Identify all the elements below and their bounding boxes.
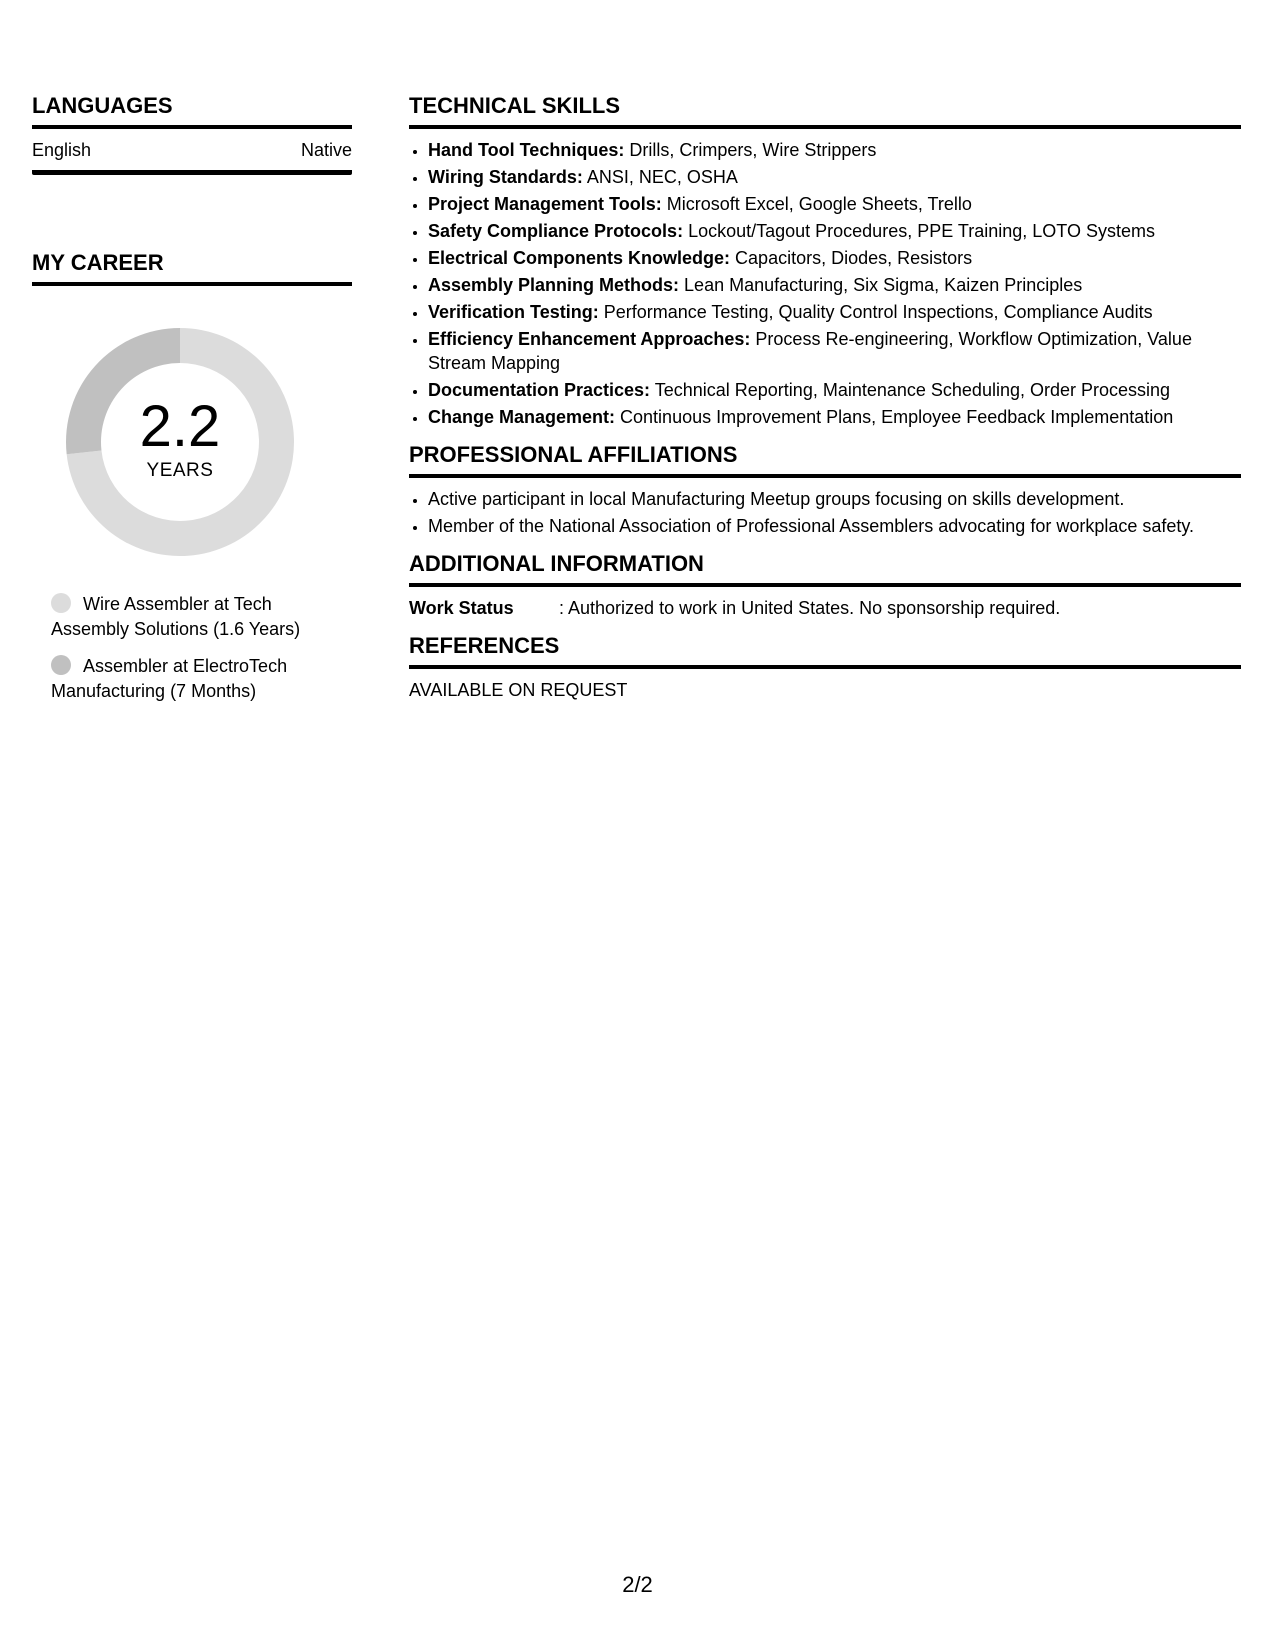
affiliations-heading: PROFESSIONAL AFFILIATIONS — [409, 441, 1241, 478]
skill-detail: Process Re-engineering, Workflow Optimization, Value Stream Mapping — [428, 329, 1192, 373]
career-legend-item — [51, 592, 352, 642]
career-legend-label: Assembler at ElectroTech Manufacturing (7 Months) — [51, 656, 288, 701]
legend-dot-icon — [51, 655, 71, 675]
affiliations-list — [409, 487, 1241, 538]
affiliation-item: • Member of the National Association of Professional Assemblers advocating for workplace safety. — [428, 514, 1241, 538]
languages-section — [32, 92, 352, 175]
skill-item — [428, 300, 1241, 324]
technical-skills-section — [409, 92, 1241, 429]
work-status-label: Work Status — [409, 598, 514, 618]
work-status-value: : Authorized to work in United States. No sponsorship required. — [559, 598, 1061, 618]
skill-item — [428, 246, 1241, 270]
additional-info-heading: ADDITIONAL INFORMATION — [409, 550, 1241, 587]
career-total-unit: YEARS — [146, 460, 214, 481]
page-number: 2/2 — [622, 1572, 653, 1597]
career-legend-item — [51, 654, 352, 704]
career-heading: MY CAREER — [32, 249, 352, 286]
references-text: AVAILABLE ON REQUEST — [409, 680, 628, 700]
skill-name: Efficiency Enhancement Approaches: — [428, 329, 751, 349]
career-donut-chart — [66, 328, 294, 556]
skill-item — [428, 273, 1241, 297]
skill-detail: Continuous Improvement Plans, Employee Feedback Implementation — [615, 407, 1174, 427]
skill-item — [428, 378, 1241, 402]
skill-detail: Capacitors, Diodes, Resistors — [730, 248, 973, 268]
skill-detail: Microsoft Excel, Google Sheets, Trello — [661, 194, 972, 214]
skill-item — [428, 192, 1241, 216]
skill-name: Safety Compliance Protocols: — [428, 221, 684, 241]
skill-name: Verification Testing: — [428, 302, 599, 322]
career-legend — [32, 592, 352, 704]
additional-info-section — [409, 550, 1241, 620]
skill-item — [428, 219, 1241, 243]
skill-detail: ANSI, NEC, OSHA — [582, 167, 738, 187]
left-column — [32, 92, 352, 716]
skill-detail: Performance Testing, Quality Control Inspections, Compliance Audits — [598, 302, 1153, 322]
skill-name: Project Management Tools: — [428, 194, 662, 214]
references-heading: REFERENCES — [409, 632, 1241, 669]
skill-detail: Lockout/Tagout Procedures, PPE Training, LOTO Systems — [683, 221, 1155, 241]
skill-item — [428, 327, 1241, 375]
skill-detail: Lean Manufacturing, Six Sigma, Kaizen Principles — [679, 275, 1083, 295]
affiliation-item: • Active participant in local Manufacturing Meetup groups focusing on skills development. — [428, 487, 1241, 511]
affiliations-section — [409, 441, 1241, 538]
technical-skills-heading: TECHNICAL SKILLS — [409, 92, 1241, 129]
skill-name: Wiring Standards: — [428, 167, 583, 187]
language-row — [32, 129, 352, 175]
skill-name: Electrical Components Knowledge: — [428, 248, 731, 268]
skill-item — [428, 165, 1241, 189]
donut-center-label — [66, 328, 294, 556]
skill-name: Change Management: — [428, 407, 616, 427]
career-total-years: 2.2 — [139, 394, 221, 459]
skill-item — [428, 138, 1241, 162]
skill-detail: Drills, Crimpers, Wire Strippers — [624, 140, 877, 160]
skill-name: Documentation Practices: — [428, 380, 651, 400]
legend-dot-icon — [51, 593, 71, 613]
languages-heading: LANGUAGES — [32, 92, 352, 129]
skill-detail: Technical Reporting, Maintenance Scheduling, Order Processing — [650, 380, 1171, 400]
technical-skills-list — [409, 138, 1241, 429]
skill-item — [428, 405, 1241, 429]
skill-name: Hand Tool Techniques: — [428, 140, 625, 160]
right-column — [409, 92, 1241, 714]
work-status-row — [409, 596, 1241, 620]
career-legend-label: Wire Assembler at Tech Assembly Solutions (1.6 Years) — [51, 594, 301, 639]
language-level: Native — [300, 140, 352, 160]
references-section — [409, 632, 1241, 702]
language-name: English — [32, 140, 92, 160]
career-section — [32, 249, 352, 704]
skill-name: Assembly Planning Methods: — [428, 275, 680, 295]
